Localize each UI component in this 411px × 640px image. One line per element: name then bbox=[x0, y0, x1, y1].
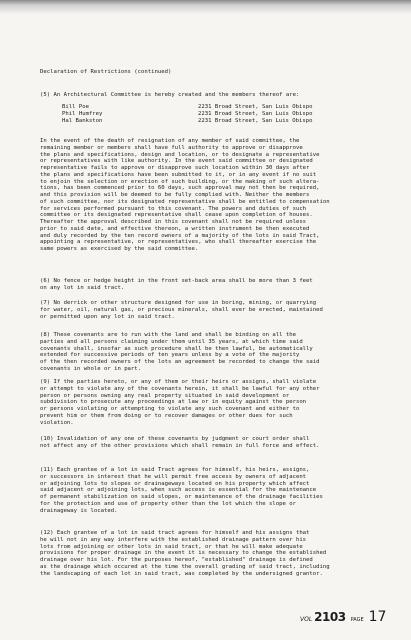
member-address: 2231 Broad Street, San Luis Obispo bbox=[198, 110, 313, 117]
member-name: Bill Poe bbox=[62, 104, 89, 110]
paragraph-7: (7) No derrick or other structure designed for use in boring, mining, or quarrying for water, oil, natural gas, or precious minerals, shall ever be erected, maintained or permitted upon any lot in said tract. bbox=[40, 300, 323, 320]
paragraph-5-body: In the event of the death of resignation of any member of said committee, the remaining member or members shall have full authority to approve or disapprove the plans and specifications, design and location, or to designate a representative or representatives with like authority. In the event said committee or designated representative fails to approve or disapprove such location within 30 days after the plans and specifications have been submitted to it, or in any event if no suit to enjoin the selection or erection of such building, or the making of such altera- tions, has been commenced prior to 60 days, such approval may not then be required, and this provision will be deemed to be fully complied with. Neither the members of such committee, nor its designated representative shall be entitled to compensation for services performed pursuant to this covenant. The powers and duties of such committee or its designated representative shall cease upon completion of houses. Thereafter the approval described in this covenant shall not be required unless prior to said date, and effective thereon, a written instrument be then executed and duly recorded by the ten record owners of a majority of the lots in said Tract, appointing a representative, or representatives, who shall thereafter exercise the same powers as exercised by the said committee. bbox=[40, 138, 330, 252]
volume-number: 2103 bbox=[314, 610, 346, 624]
recording-stamp bbox=[300, 609, 386, 625]
paragraph-8: (8) These covenants are to run with the land and shall be binding on all the parties and all persons claiming under them until 35 years, at which time said covenants shall, insofar as such procedure shall be then lawful, be automatically extended for successive periods of ten years unless by a vote of the majority of the then recorded owners of the lots an agreement be recorded to change the said covenants in whole or in part. bbox=[40, 332, 320, 372]
member-address: 2231 Broad Street, San Luis Obispo bbox=[198, 104, 313, 110]
document-header: Declaration of Restrictions (continued) bbox=[40, 69, 172, 75]
paragraph-12: (12) Each grantee of a lot in said tract agrees for himself and his assigns that he will not in any way interfere with the established drainage pattern over his lots from adjoining or other lots in said tract, or that he will make adequate provisions for proper drainage in the event it is necessary to change the established drainage over his lot. For the purposes hereof, "established" drainage is defined as the drainage which occured at the time the overall grading of said tract, including the landscaping of each lot in said tract, was completed by the undersigned grantor. bbox=[40, 530, 330, 577]
member-name: Hal Bankston bbox=[62, 117, 103, 124]
paragraph-9: (9) If the parties hereto, or any of them or their heirs or assigns, shall violate or attempt to violate any of the covenants herein, it shall be lawful for any other person or persons owning any real property situated in said development or subdivision to prosecute any proceedings at law or in equity against the person or persons violating or attempting to violate any such covenant and either to prevent him or them from doing or to recover damages or other dues for such violation. bbox=[40, 379, 320, 426]
paragraph-10: (10) Invalidation of any one of these covenants by judgment or court order shall not affect any of the other provisions which shall remain in full force and effect. bbox=[40, 436, 320, 449]
page-number: 17 bbox=[368, 609, 387, 625]
member-address: 2231 Broad Street, San Luis Obispo bbox=[198, 117, 313, 124]
committee-member bbox=[62, 104, 313, 111]
committee-member bbox=[62, 111, 313, 118]
paragraph-11: (11) Each grantee of a lot in said Tract agrees for himself, his heirs, assigns, or successors in interest that he will permit free access by owners of adjacent or adjoining lots to slopes or drainageways located on his property which affect said adjacent or adjoining lots, when such access is essential for the maintenance of permanent stabilization on said slopes, or maintenance of the drainage facilities for the protection and use of property other than the lot which the slope or drainageway is located. bbox=[40, 467, 323, 514]
volume-label: VOL bbox=[300, 616, 313, 623]
member-name: Phil Humfrey bbox=[62, 110, 103, 117]
paragraph-5-intro: (5) An Architectural Committee is hereby created and the members thereof are: bbox=[40, 92, 300, 98]
page-label: PAGE bbox=[350, 617, 364, 623]
committee-member bbox=[62, 118, 313, 125]
committee-members-list bbox=[62, 104, 313, 124]
paragraph-6: (6) No fence or hedge height in the front set-back area shall be more than 3 feet on any lot in said tract. bbox=[40, 278, 313, 291]
